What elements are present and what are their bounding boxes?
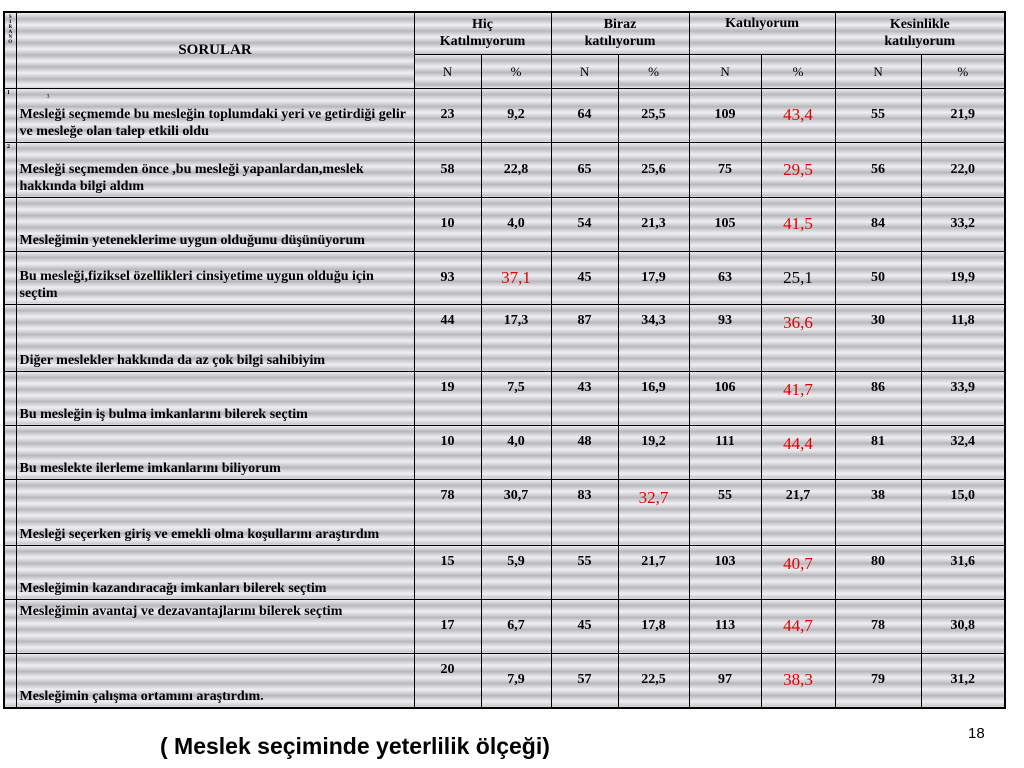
value-cell: 84 xyxy=(835,197,921,251)
value-cell: 57 xyxy=(551,653,618,708)
value-cell: 109 xyxy=(689,88,761,142)
value-cell: 17,8 xyxy=(618,599,689,653)
sira-no-header: S I R A N O xyxy=(4,12,16,88)
question-cell: Bu mesleğin iş bulma imkanlarını bilerek seçtim xyxy=(16,371,414,425)
row-number xyxy=(4,371,16,425)
value-cell: 93 xyxy=(689,304,761,371)
value-cell: 65 xyxy=(551,142,618,197)
row-subnumber: 3 xyxy=(46,93,50,100)
question-cell: Mesleğimin çalışma ortamını araştırdım. xyxy=(16,653,414,708)
value-cell-highlight: 38,3 xyxy=(761,653,835,708)
value-cell-highlight: 32,7 xyxy=(618,479,689,545)
value-cell: 48 xyxy=(551,425,618,479)
value-cell: 64 xyxy=(551,88,618,142)
value-cell: 15,0 xyxy=(921,479,1005,545)
table-row xyxy=(4,142,1005,197)
value-cell: 4,0 xyxy=(481,425,551,479)
value-cell: 87 xyxy=(551,304,618,371)
value-cell: 50 xyxy=(835,251,921,304)
value-cell-highlight: 41,7 xyxy=(761,371,835,425)
table-row xyxy=(4,304,1005,371)
question-cell: Bu mesleği,fiziksel özellikleri cinsiyetime uygun olduğu için seçtim xyxy=(16,251,414,304)
value-cell: 4,0 xyxy=(481,197,551,251)
sub-header-pct: % xyxy=(921,54,1005,88)
value-cell: 79 xyxy=(835,653,921,708)
value-cell-highlight: 29,5 xyxy=(761,142,835,197)
value-cell: 21,9 xyxy=(921,88,1005,142)
value-cell: 25,1 xyxy=(761,251,835,304)
question-cell: Mesleğimin kazandıracağı imkanları bilerek seçtim xyxy=(16,545,414,599)
group-header-kesinlikle: Kesinlikle katılıyorum xyxy=(835,12,1005,54)
sub-header-pct: % xyxy=(618,54,689,88)
value-cell: 75 xyxy=(689,142,761,197)
value-cell: 20 xyxy=(414,653,481,708)
table-row xyxy=(4,479,1005,545)
value-cell: 19,2 xyxy=(618,425,689,479)
question-cell: 3 Mesleği seçmemde bu mesleğin toplumdaki yeri ve getirdiği gelir ve mesleğe olan talep etkili oldu xyxy=(16,88,414,142)
row-number xyxy=(4,304,16,371)
value-cell: 5,9 xyxy=(481,545,551,599)
value-cell: 6,7 xyxy=(481,599,551,653)
value-cell: 106 xyxy=(689,371,761,425)
value-cell: 83 xyxy=(551,479,618,545)
group-header-katiliyorum: Katılıyorum xyxy=(689,12,835,54)
value-cell-highlight: 43,4 xyxy=(761,88,835,142)
value-cell: 43 xyxy=(551,371,618,425)
value-cell: 11,8 xyxy=(921,304,1005,371)
row-number xyxy=(4,479,16,545)
question-cell: Bu meslekte ilerleme imkanlarını biliyorum xyxy=(16,425,414,479)
value-cell: 56 xyxy=(835,142,921,197)
table-row xyxy=(4,599,1005,653)
row-number xyxy=(4,425,16,479)
value-cell: 45 xyxy=(551,599,618,653)
sub-header-n: N xyxy=(414,54,481,88)
value-cell-highlight: 36,6 xyxy=(761,304,835,371)
table-row xyxy=(4,197,1005,251)
value-cell: 7,5 xyxy=(481,371,551,425)
value-cell: 44 xyxy=(414,304,481,371)
value-cell: 25,5 xyxy=(618,88,689,142)
row-number xyxy=(4,599,16,653)
value-cell: 38 xyxy=(835,479,921,545)
value-cell: 21,7 xyxy=(618,545,689,599)
value-cell: 23 xyxy=(414,88,481,142)
value-cell: 22,8 xyxy=(481,142,551,197)
value-cell: 54 xyxy=(551,197,618,251)
value-cell: 19 xyxy=(414,371,481,425)
value-cell: 15 xyxy=(414,545,481,599)
value-cell: 31,2 xyxy=(921,653,1005,708)
value-cell: 111 xyxy=(689,425,761,479)
sub-header-n: N xyxy=(835,54,921,88)
value-cell: 30,8 xyxy=(921,599,1005,653)
table-row xyxy=(4,653,1005,708)
value-cell: 63 xyxy=(689,251,761,304)
question-cell: Mesleği seçmemden önce ,bu mesleği yapanlardan,meslek hakkında bilgi aldım xyxy=(16,142,414,197)
value-cell: 31,6 xyxy=(921,545,1005,599)
row-number xyxy=(4,545,16,599)
value-cell: 78 xyxy=(835,599,921,653)
value-cell: 103 xyxy=(689,545,761,599)
value-cell: 21,7 xyxy=(761,479,835,545)
value-cell: 33,2 xyxy=(921,197,1005,251)
value-cell: 22,0 xyxy=(921,142,1005,197)
value-cell: 86 xyxy=(835,371,921,425)
value-cell: 16,9 xyxy=(618,371,689,425)
sub-header-pct: % xyxy=(761,54,835,88)
table-row xyxy=(4,251,1005,304)
page-number: 18 xyxy=(968,725,985,742)
question-cell: Mesleği seçerken giriş ve emekli olma koşullarını araştırdım xyxy=(16,479,414,545)
survey-table xyxy=(3,11,1006,709)
sorular-header: SORULAR xyxy=(16,12,414,88)
value-cell: 32,4 xyxy=(921,425,1005,479)
value-cell: 17,9 xyxy=(618,251,689,304)
value-cell: 9,2 xyxy=(481,88,551,142)
value-cell: 113 xyxy=(689,599,761,653)
value-cell: 10 xyxy=(414,425,481,479)
row-number xyxy=(4,251,16,304)
value-cell: 33,9 xyxy=(921,371,1005,425)
value-cell: 55 xyxy=(551,545,618,599)
value-cell-highlight: 37,1 xyxy=(481,251,551,304)
table-row xyxy=(4,425,1005,479)
question-cell: Mesleğimin yeteneklerime uygun olduğunu düşünüyorum xyxy=(16,197,414,251)
value-cell-highlight: 44,4 xyxy=(761,425,835,479)
question-cell: Mesleğimin avantaj ve dezavantajlarını bilerek seçtim xyxy=(16,599,414,653)
value-cell: 7,9 xyxy=(481,653,551,708)
row-number xyxy=(4,653,16,708)
sub-header-n: N xyxy=(551,54,618,88)
value-cell: 25,6 xyxy=(618,142,689,197)
value-cell: 97 xyxy=(689,653,761,708)
value-cell: 21,3 xyxy=(618,197,689,251)
value-cell: 80 xyxy=(835,545,921,599)
value-cell-highlight: 41,5 xyxy=(761,197,835,251)
sub-header-n: N xyxy=(689,54,761,88)
value-cell: 45 xyxy=(551,251,618,304)
value-cell: 30 xyxy=(835,304,921,371)
group-header-biraz: Biraz katılıyorum xyxy=(551,12,689,54)
table-row xyxy=(4,371,1005,425)
value-cell: 10 xyxy=(414,197,481,251)
question-cell: Diğer meslekler hakkında da az çok bilgi sahibiyim xyxy=(16,304,414,371)
value-cell: 78 xyxy=(414,479,481,545)
value-cell: 30,7 xyxy=(481,479,551,545)
value-cell: 17,3 xyxy=(481,304,551,371)
value-cell: 22,5 xyxy=(618,653,689,708)
row-number xyxy=(4,197,16,251)
slide-caption: ( Meslek seçiminde yeterlilik ölçeği) xyxy=(160,733,550,759)
group-header-hic: Hiç Katılmıyorum xyxy=(414,12,551,54)
value-cell: 17 xyxy=(414,599,481,653)
value-cell-highlight: 40,7 xyxy=(761,545,835,599)
value-cell: 19,9 xyxy=(921,251,1005,304)
value-cell: 34,3 xyxy=(618,304,689,371)
table-row xyxy=(4,545,1005,599)
value-cell: 55 xyxy=(689,479,761,545)
row-number: 1 xyxy=(4,88,16,142)
value-cell-highlight: 44,7 xyxy=(761,599,835,653)
sub-header-pct: % xyxy=(481,54,551,88)
value-cell: 93 xyxy=(414,251,481,304)
value-cell: 58 xyxy=(414,142,481,197)
value-cell: 55 xyxy=(835,88,921,142)
row-number: 2 xyxy=(4,142,16,197)
table-row xyxy=(4,88,1005,142)
value-cell: 81 xyxy=(835,425,921,479)
value-cell: 105 xyxy=(689,197,761,251)
